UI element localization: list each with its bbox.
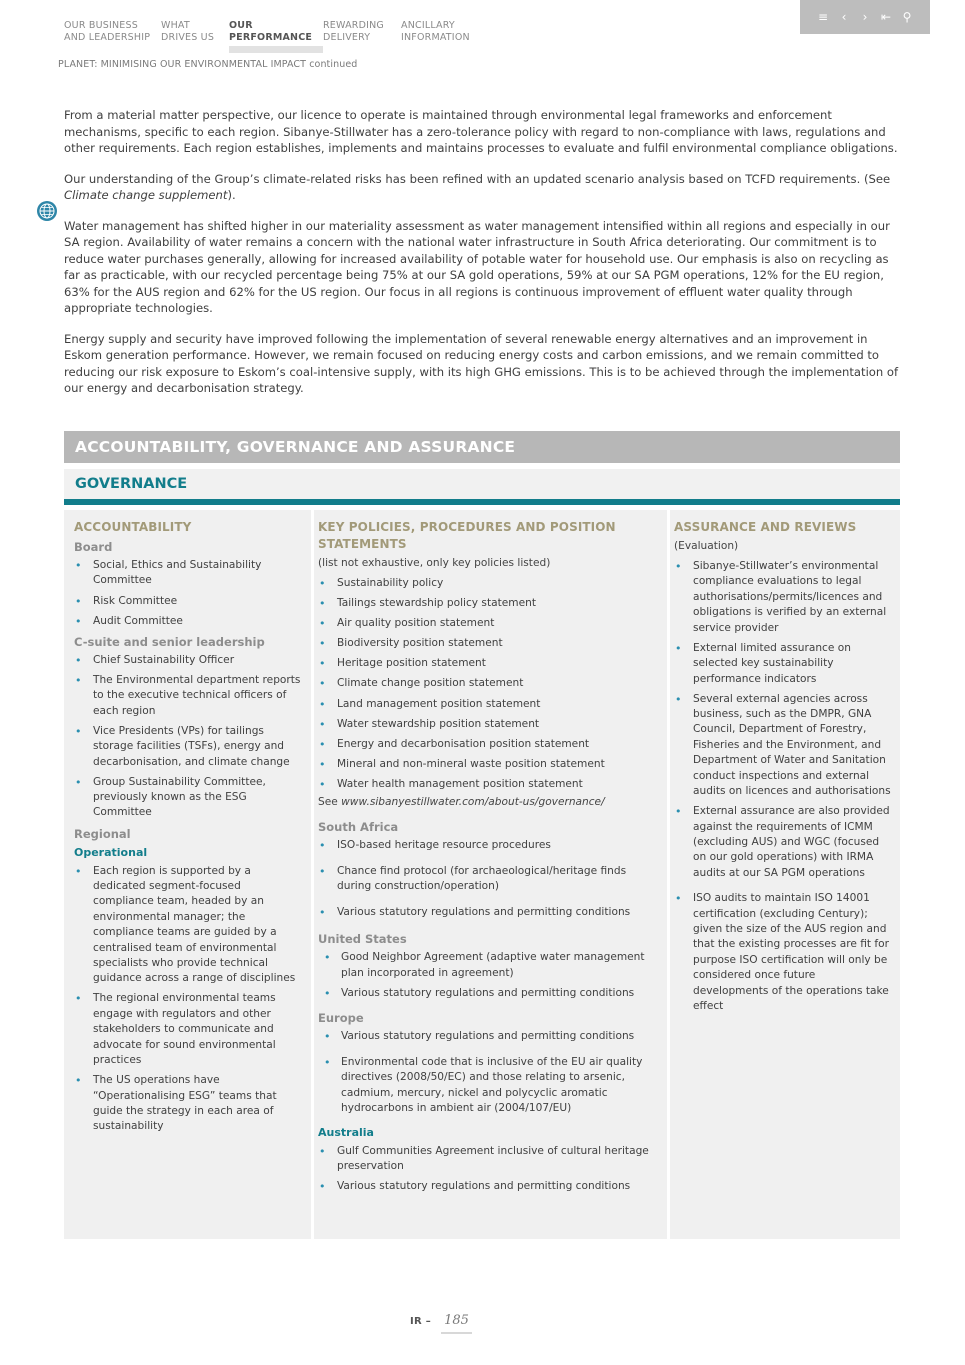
list-item: • ISO-based heritage resource procedures	[318, 838, 659, 853]
csuite-list	[74, 653, 303, 821]
australia-list	[318, 1144, 659, 1195]
list-item: • External limited assurance on selected key sustainability performance indicators	[674, 641, 892, 687]
list-item: • Audit Committee	[74, 614, 303, 629]
list-item: • Land management position statement	[318, 697, 659, 712]
list-item: • Energy and decarbonisation position statement	[318, 737, 659, 752]
paragraph-climate	[64, 171, 902, 204]
column-heading: KEY POLICIES, PROCEDURES AND POSITION STATEMENTS	[318, 520, 616, 551]
nav-label: WHAT	[161, 20, 190, 31]
list-item: • The US operations have “Operationalising ESG” teams that guide the strategy in each area of sustainability	[74, 1073, 303, 1135]
assurance-column	[670, 510, 900, 1239]
list-item: • Vice Presidents (VPs) for tailings storage facilities (TSFs), energy and decarbonisation, and climate change	[74, 724, 303, 770]
subheading: C-suite and senior leadership	[74, 634, 265, 649]
policies-list	[318, 576, 659, 792]
paragraph-licence: From a material matter perspective, our licence to operate is maintained through environmental legal frameworks and enforcement mechanisms, specific to each region. Sibanye-Stillwater has a zero-tolerance policy with regard to non-compliance with laws, regulations and other requirements. Each region establishes, implements and maintains processes to evaluate and fulfil environmental compliance obligations.	[64, 108, 898, 155]
note-text: See	[318, 796, 342, 809]
list-item: • Various statutory regulations and permitting conditions	[318, 1029, 659, 1044]
exit-icon[interactable]: ⇤	[880, 10, 892, 24]
south-africa-list	[318, 838, 659, 921]
list-item: • The regional environmental teams engage with regulators and other stakeholders to communicate and advocate for sound environmental practices	[74, 991, 303, 1068]
accountability-column	[64, 510, 311, 1239]
policies-column	[314, 510, 667, 1239]
divider	[64, 499, 900, 505]
top-navigation	[64, 20, 491, 53]
paragraph-energy: Energy supply and security have improved following the implementation of several renewable energy alternatives and an improvement in Eskom generation performance. However, we remain focused on reducing energy costs and carbon emissions, and we remain committed to reducing our risk exposure to Eskom’s coal-intensive supply, with its high GHG emissions. This is to be achieved through the implementation of our energy and decarbonisation strategy.	[64, 331, 899, 395]
list-item: • Each region is supported by a dedicated segment-focused compliance team, headed by an environmental manager; the compliance teams are guided by a centralised team of environmental specialists who provide technical guidance across a range of disciplines	[74, 864, 303, 987]
chevron-left-icon[interactable]: ‹	[841, 10, 847, 24]
nav-rewarding-delivery[interactable]	[323, 20, 401, 53]
list-item: • Sibanye-Stillwater’s environmental compliance evaluations to legal authorisations/permits/licences and obligations is verified by an external service provider	[674, 559, 892, 636]
page-number: 185	[441, 1313, 472, 1334]
nav-label: PERFORMANCE	[229, 32, 313, 43]
list-item: • Air quality position statement	[318, 616, 659, 631]
list-item: • Climate change position statement	[318, 676, 659, 691]
paragraph-text: Our understanding of the Group’s climate-related risks has been refined with an updated scenario analysis based on TCFD requirements. (See	[64, 171, 891, 186]
paragraph-water: Water management has shifted higher in our materiality assessment as water management intensified within all regions and especially in our SA region. Availability of water remains a concern with the national water infrastructure in South Africa deteriorating. Our commitment is to reduce water purchases generally, allowing for increased availability of potable water for household use. Our emphasis is also on recycling as far as practicable, with our recycled percentage being 75% at our SA gold operations, 59% at our SA PGM operations, 12% for the EU region, 63% for the AUS region and 62% for the US region. Our focus in all regions is continuous improvement of effluent water quality through appropriate technologies.	[64, 218, 890, 315]
globe-icon[interactable]	[36, 200, 58, 222]
policies-note: (list not exhaustive, only key policies listed)	[318, 557, 551, 569]
nav-label: INFORMATION	[401, 32, 470, 43]
europe-list	[318, 1029, 659, 1117]
list-item: • Various statutory regulations and permitting conditions	[318, 1179, 659, 1194]
list-item: • Chief Sustainability Officer	[74, 653, 303, 668]
list-item: • Gulf Communities Agreement inclusive of cultural heritage preservation	[318, 1144, 659, 1175]
list-item: • Biodiversity position statement	[318, 636, 659, 651]
footer-label: IR –	[410, 1316, 432, 1327]
subheading: Board	[74, 540, 113, 554]
list-item: • Social, Ethics and Sustainability Committee	[74, 558, 303, 589]
list-item: • Good Neighbor Agreement (adaptive water management plan incorporated in agreement)	[318, 950, 659, 981]
list-item: • Mineral and non-mineral waste position statement	[318, 757, 659, 772]
list-item: • Environmental code that is inclusive of the EU air quality directives (2008/50/EC) and those relating to arsenic, cadmium, mercury, nickel and polycyclic aromatic hydrocarbons in ambient air (2004/107/EU)	[318, 1055, 659, 1117]
breadcrumb-suffix: continued	[309, 59, 358, 70]
united-states-list	[318, 950, 659, 1001]
subheading: Regional	[74, 826, 131, 841]
operational-list	[74, 864, 303, 1135]
list-item: • Chance find protocol (for archaeological/heritage finds during construction/operation)	[318, 864, 659, 895]
column-heading: ACCOUNTABILITY	[74, 520, 192, 534]
paragraph-text: ).	[227, 188, 236, 202]
assurance-list	[674, 559, 892, 1014]
subheading-australia: Australia	[318, 1125, 374, 1139]
breadcrumb-section: PLANET: MINIMISING OUR ENVIRONMENTAL IMPACT	[58, 59, 307, 70]
list-item: • Various statutory regulations and permitting conditions	[318, 905, 659, 920]
list-item: • Water stewardship position statement	[318, 717, 659, 732]
list-item: • Risk Committee	[74, 594, 303, 609]
nav-label: ANCILLARY	[401, 20, 455, 31]
chevron-right-icon[interactable]: ›	[862, 10, 868, 24]
list-item: • Tailings stewardship policy statement	[318, 596, 659, 611]
subheading: United States	[318, 932, 407, 947]
page-footer	[410, 1313, 472, 1334]
section-title: ACCOUNTABILITY, GOVERNANCE AND ASSURANCE	[64, 431, 900, 463]
subheading: Europe	[318, 1011, 364, 1026]
list-item: • ISO audits to maintain ISO 14001 certification (excluding Century); given the size of the AUS region and that the existing processes are fit for purpose ISO certification will only be considered once future developments of the operations take effect	[674, 891, 892, 1014]
list-item: • Sustainability policy	[318, 576, 659, 591]
governance-link-note	[318, 795, 659, 810]
column-heading: ASSURANCE AND REVIEWS	[674, 520, 857, 534]
breadcrumb	[58, 59, 357, 70]
governance-link[interactable]: www.sibanyestillwater.com/about-us/governance/	[341, 796, 605, 809]
menu-icon[interactable]: ≡	[817, 10, 829, 24]
nav-our-performance[interactable]	[229, 20, 323, 53]
subheading-operational: Operational	[74, 845, 148, 859]
nav-our-business[interactable]	[64, 20, 161, 53]
toolbar	[800, 0, 930, 34]
governance-columns	[64, 510, 900, 1239]
nav-label: REWARDING	[323, 20, 384, 31]
list-item: • Heritage position statement	[318, 656, 659, 671]
nav-label: OUR BUSINESS	[64, 20, 138, 31]
nav-label: DRIVES US	[161, 32, 215, 43]
assurance-note: (Evaluation)	[674, 540, 739, 552]
climate-supplement-link[interactable]: Climate change supplement	[64, 188, 228, 202]
list-item: • Various statutory regulations and permitting conditions	[318, 986, 659, 1001]
nav-ancillary-information[interactable]	[401, 20, 491, 53]
nav-label: AND LEADERSHIP	[64, 32, 151, 43]
subheading: South Africa	[318, 820, 399, 835]
list-item: • Water health management position statement	[318, 777, 659, 792]
nav-label: OUR	[229, 20, 253, 31]
list-item: • Group Sustainability Committee, previously known as the ESG Committee	[74, 775, 303, 821]
list-item: • External assurance are also provided against the requirements of ICMM (excluding AUS) and WGC (focused on our gold operations) with IRMA audits at our SA PGM operations	[674, 804, 892, 881]
intro-text	[64, 107, 902, 411]
list-item: • The Environmental department reports to the executive technical officers of each region	[74, 673, 303, 719]
search-icon[interactable]: ⚲	[902, 10, 912, 24]
nav-what-drives-us[interactable]	[161, 20, 229, 53]
board-list	[74, 558, 303, 629]
list-item: • Several external agencies across business, such as the DMPR, GNA Council, Department of Forestry, Fisheries and the Environment, and Department of Water and Sanitation conduct inspections and external audits on licences and authorisations	[674, 692, 892, 800]
nav-label: DELIVERY	[323, 32, 371, 43]
governance-subtitle: GOVERNANCE	[64, 469, 900, 499]
